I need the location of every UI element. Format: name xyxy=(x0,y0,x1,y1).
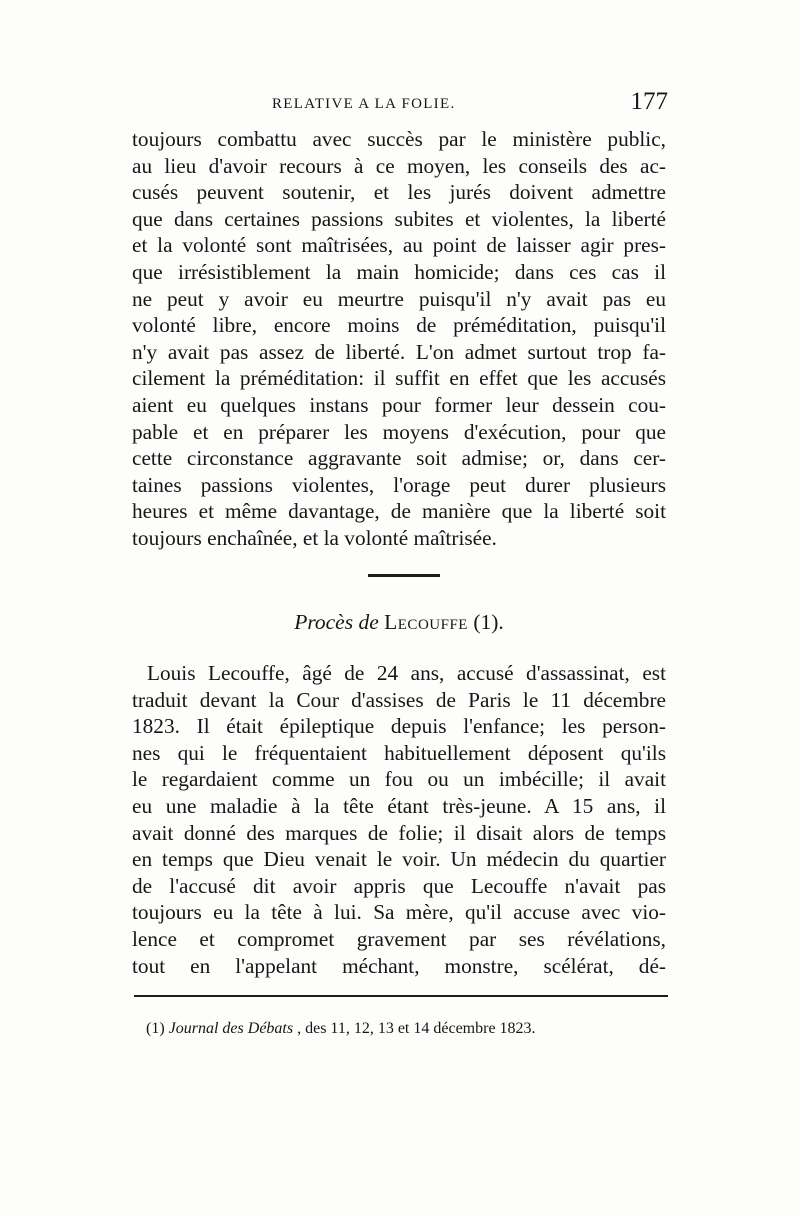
running-head: RELATIVE A LA FOLIE. xyxy=(272,96,456,112)
paragraph-lecouffe xyxy=(132,660,666,979)
section-separator xyxy=(368,574,440,577)
text-line: que dans certaines passions subites et violentes, la liberté xyxy=(132,206,666,231)
footnote xyxy=(146,1020,536,1038)
footnote-source: Journal des Débats xyxy=(168,1020,294,1037)
text-line: pable et en préparer les moyens d'exécution, pour que xyxy=(132,419,666,444)
text-line: eu une maladie à la tête étant très-jeune. A 15 ans, il xyxy=(132,793,666,818)
footnote-rule xyxy=(134,995,668,997)
text-line: heures et même davantage, de manière que la liberté soit xyxy=(132,499,666,524)
text-line: le regardaient comme un fou ou un imbécille; il avait xyxy=(132,767,666,792)
text-line: cette circonstance aggravante soit admise; or, dans cer- xyxy=(132,446,666,471)
text-line: aient eu quelques instans pour former leur dessein cou- xyxy=(132,392,666,417)
text-line: traduit devant la Cour d'assises de Paris le 11 décembre xyxy=(132,687,666,712)
text-line: tout en l'appelant méchant, monstre, scélérat, dé- xyxy=(132,953,666,978)
text-line: toujours enchaînée, et la volonté maîtrisée. xyxy=(132,525,497,550)
text-line: et la volonté sont maîtrisées, au point de laisser agir pres- xyxy=(132,233,666,258)
text-line: de l'accusé dit avoir appris que Lecouffe n'avait pas xyxy=(132,873,666,898)
text-line: lence et compromet gravement par ses révélations, xyxy=(132,926,666,951)
text-line: cusés peuvent soutenir, et les jurés doivent admettre xyxy=(132,180,666,205)
text-line: avait donné des marques de folie; il disait alors de temps xyxy=(132,820,666,845)
section-title-prefix: Procès de xyxy=(294,610,379,634)
section-title-name: Lecouffe xyxy=(384,610,468,634)
section-title xyxy=(132,610,666,635)
text-line: que irrésistiblement la main homicide; dans ces cas il xyxy=(132,259,666,284)
footnote-marker: (1) xyxy=(146,1020,165,1037)
page-number: 177 xyxy=(630,88,668,115)
page-header xyxy=(132,88,682,128)
text-line: n'y avait pas assez de liberté. L'on admet surtout trop fa- xyxy=(132,339,666,364)
footnote-detail: , des 11, 12, 13 et 14 décembre 1823. xyxy=(297,1020,536,1037)
text-line: en temps que Dieu venait le voir. Un médecin du quartier xyxy=(132,847,666,872)
text-line: nes qui le fréquentaient habituellement déposent qu'ils xyxy=(132,740,666,765)
text-line: au lieu d'avoir recours à ce moyen, les conseils des ac- xyxy=(132,153,666,178)
text-line: volonté libre, encore moins de préméditation, puisqu'il xyxy=(132,313,666,338)
footnote-reference: (1). xyxy=(473,610,504,634)
text-line: Louis Lecouffe, âgé de 24 ans, accusé d'assassinat, est xyxy=(147,661,666,685)
text-line: toujours combattu avec succès par le ministère public, xyxy=(132,127,666,151)
text-line: taines passions violentes, l'orage peut durer plusieurs xyxy=(132,472,666,497)
text-line: cilement la préméditation: il suffit en effet que les accusés xyxy=(132,366,666,391)
text-line: ne peut y avoir eu meurtre puisqu'il n'y avait pas eu xyxy=(132,286,666,311)
text-line: toujours eu la tête à lui. Sa mère, qu'il accuse avec vio- xyxy=(132,900,666,925)
paragraph-continuation xyxy=(132,126,666,552)
text-line: 1823. Il était épileptique depuis l'enfance; les person- xyxy=(132,714,666,739)
